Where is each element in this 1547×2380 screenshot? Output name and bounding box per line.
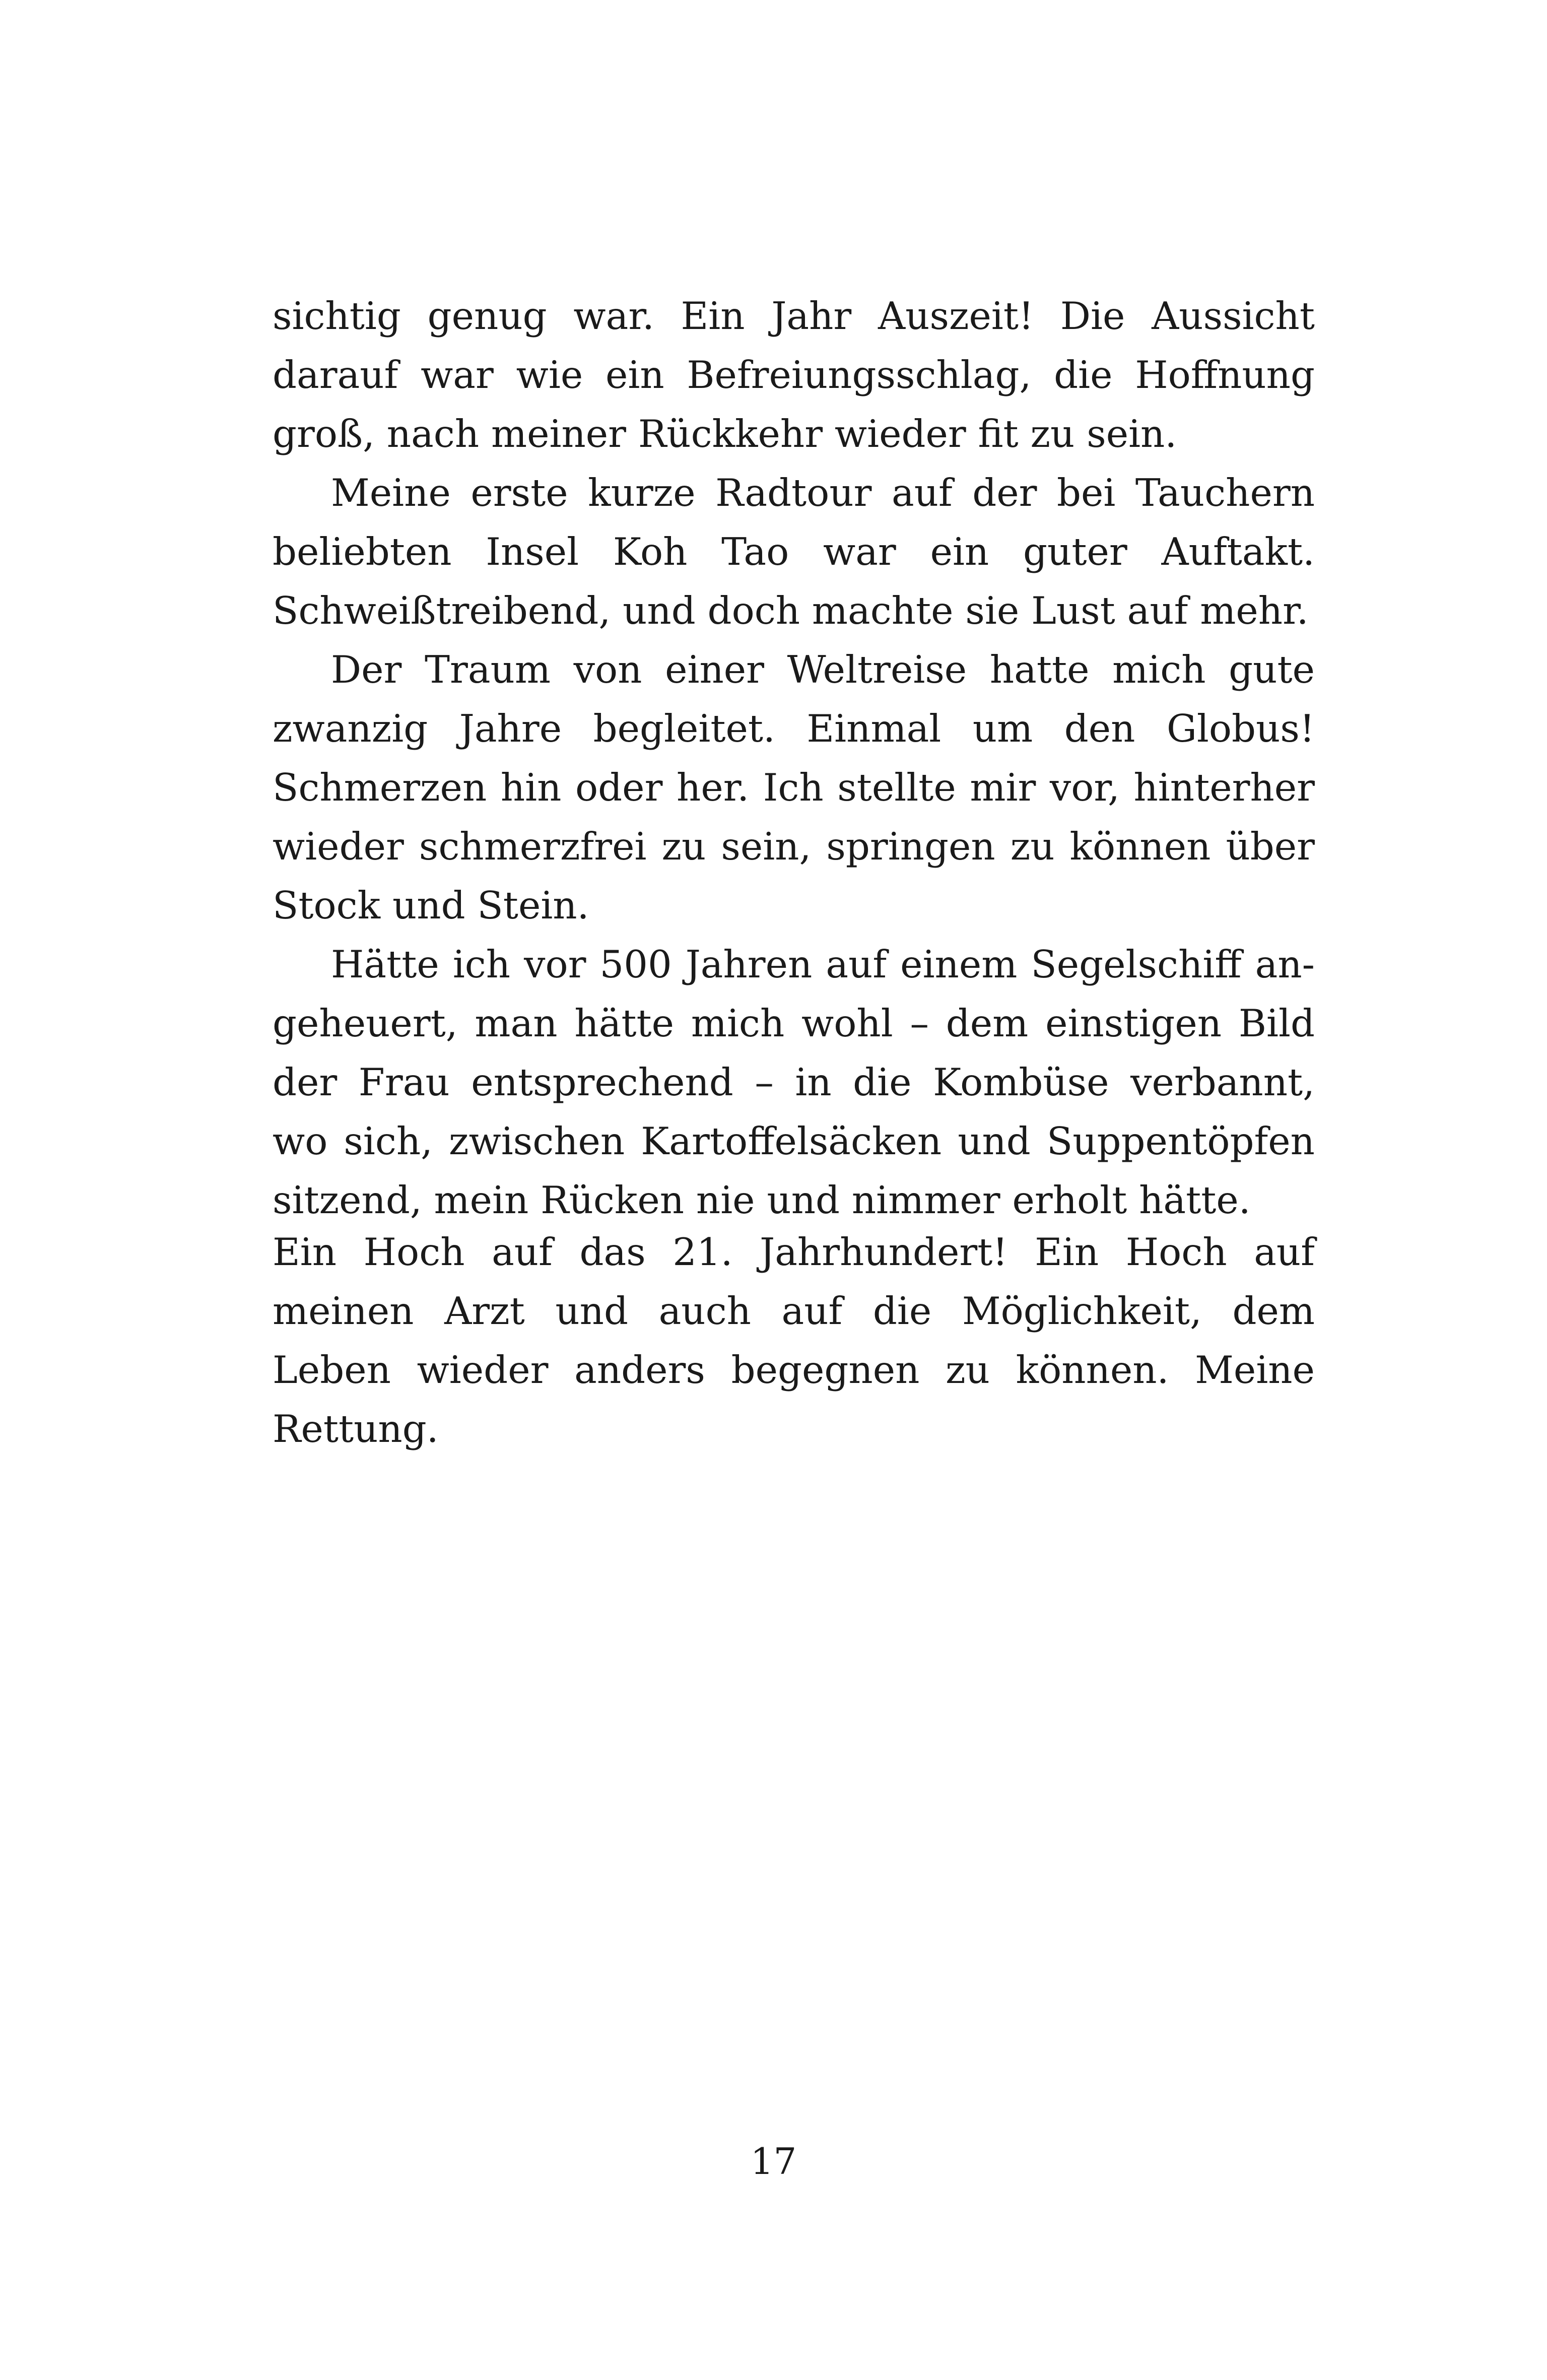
paragraph-radtour: Meine erste kurze Radtour auf der bei Tauchern beliebten Insel Koh Tao war ein guter Auftakt. Schweißtreibend, und doch machte sie Lust auf mehr. (273, 471, 1315, 633)
paragraph-continued: sichtig genug war. Ein Jahr Auszeit! Die Aussicht darauf war wie ein Befreiungsschlag, die Hoffnung groß, nach meiner Rückkehr wieder fit zu sein. (273, 294, 1315, 456)
paragraph-segelschiff: Hätte ich vor 500 Jahren auf einem Segelschiff angeheuert, man hätte mich wohl – dem einstigen Bild der Frau entsprechend – in die Kombüse verbannt, wo sich, zwischen Kartoffelsäcken und Suppentöpfen sitzend, mein Rücken nie und nimmer erholt hätte. (273, 942, 1315, 1222)
closing-section (273, 1223, 1315, 1459)
body-text (273, 287, 1315, 1230)
paragraph-closing: Ein Hoch auf das 21. Jahrhundert! Ein Hoch auf meinen Arzt und auch auf die Möglichkeit, dem Leben wieder anders begegnen zu können. Meine Rettung. (273, 1230, 1315, 1451)
paragraph-weltreise: Der Traum von einer Weltreise hatte mich gute zwanzig Jahre begleitet. Einmal um den Globus! Schmerzen hin oder her. Ich stellte mir vor, hinterher wieder schmerzfrei zu sein, springen zu können über Stock und Stein. (273, 647, 1315, 928)
page-number: 17 (750, 2140, 797, 2183)
